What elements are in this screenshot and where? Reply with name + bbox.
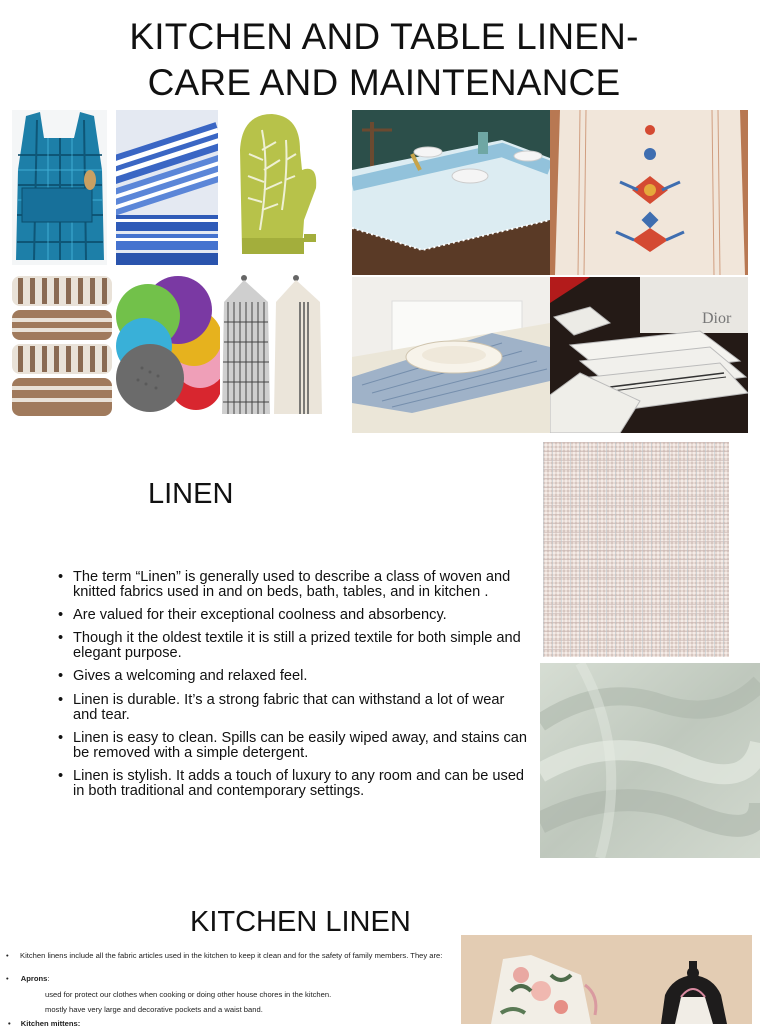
- aprons-photo-image: [461, 935, 752, 1024]
- linen-bullet-list: [58, 570, 528, 807]
- list-item: • Though it the oldest textile it is still a prized textile for both simple and elegant purpose.: [58, 631, 528, 661]
- list-item: • The term “Linen” is generally used to describe a class of woven and knitted fabrics used in and on beds, bath, tables, and in kitchen .: [58, 570, 528, 600]
- aprons-description-2: mostly have very large and decorative pockets and a waist band.: [45, 1005, 263, 1014]
- aprons-label: Aprons: [20, 974, 48, 983]
- linen-weave-texture-image: [543, 442, 729, 657]
- kitchen-intro-text: Kitchen linens include all the fabric articles used in the kitchen to keep it clean and for the safety of family members. They are:: [20, 951, 443, 960]
- aprons-description-1: used for protect our clothes when cooking or doing other house chores in the kitchen.: [45, 990, 332, 999]
- placemat-image: [352, 277, 550, 433]
- list-item: • Linen is durable. It’s a strong fabric that can withstand a lot of wear and tear.: [58, 693, 528, 723]
- tea-towels-image: [116, 110, 218, 265]
- list-item: • Are valued for their exceptional coolness and absorbency.: [58, 608, 528, 623]
- kitchen-intro: [8, 951, 448, 960]
- apron-image: [12, 110, 107, 265]
- stacked-towels-image: [12, 272, 112, 420]
- silicone-mats-image: [116, 272, 220, 420]
- list-item: • Linen is stylish. It adds a touch of luxury to any room and can be used in both traditional and contemporary settings.: [58, 769, 528, 799]
- title-line-1: KITCHEN AND TABLE LINEN-: [129, 16, 639, 57]
- napkins-image: [550, 277, 748, 433]
- aprons-item: [6, 974, 50, 983]
- bullet-marker: •: [8, 1019, 11, 1028]
- table-runner-image: [550, 110, 748, 275]
- list-item: • Gives a welcoming and relaxed feel.: [58, 669, 528, 684]
- mittens-label-text: Kitchen mittens:: [20, 1019, 81, 1028]
- dior-box-text: Dior: [702, 310, 732, 327]
- linen-fabric-drape-image: [540, 663, 760, 858]
- aprons-colon: :: [47, 974, 50, 983]
- title-line-2: CARE AND MAINTENANCE: [147, 62, 621, 103]
- hanging-towels-image: [220, 272, 324, 420]
- page-title: [0, 14, 768, 106]
- tablecloth-image: [352, 110, 550, 275]
- list-item: • Linen is easy to clean. Spills can be easily wiped away, and stains can be removed with a simple detergent.: [58, 731, 528, 761]
- kitchen-linen-heading: KITCHEN LINEN: [190, 906, 411, 938]
- bullet-marker: •: [6, 974, 9, 983]
- bullet-marker: •: [6, 951, 9, 960]
- oven-mitt-image: [222, 110, 322, 265]
- linen-heading: LINEN: [148, 478, 234, 510]
